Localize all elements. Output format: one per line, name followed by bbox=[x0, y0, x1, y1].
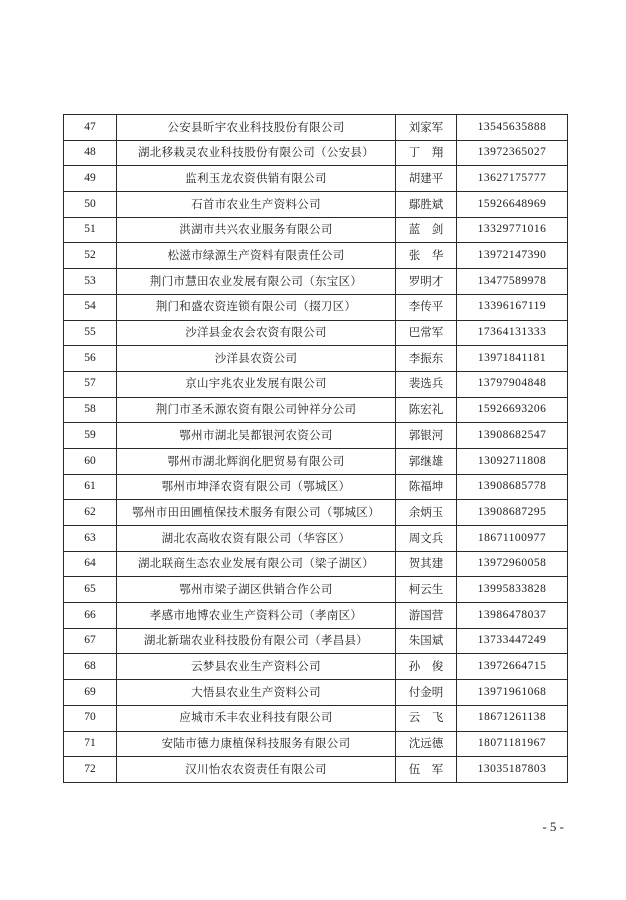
row-number: 69 bbox=[64, 680, 117, 706]
contact-person: 云 飞 bbox=[396, 705, 457, 731]
table-row bbox=[64, 448, 568, 474]
phone-number: 13797904848 bbox=[457, 371, 568, 397]
phone-number: 13995833828 bbox=[457, 577, 568, 603]
phone-number: 15926648969 bbox=[457, 192, 568, 218]
table-row bbox=[64, 140, 568, 166]
contact-person: 罗明才 bbox=[396, 269, 457, 295]
contact-person: 伍 军 bbox=[396, 757, 457, 783]
row-number: 58 bbox=[64, 397, 117, 423]
row-number: 59 bbox=[64, 423, 117, 449]
table-row bbox=[64, 243, 568, 269]
table-row bbox=[64, 166, 568, 192]
company-name: 鄂州市梁子湖区供销合作公司 bbox=[117, 577, 396, 603]
table-row bbox=[64, 397, 568, 423]
contact-person: 丁 翔 bbox=[396, 140, 457, 166]
company-name: 荆门市慧田农业发展有限公司（东宝区） bbox=[117, 269, 396, 295]
contact-person: 张 华 bbox=[396, 243, 457, 269]
phone-number: 13986478037 bbox=[457, 603, 568, 629]
table-row bbox=[64, 474, 568, 500]
contact-person: 游国营 bbox=[396, 603, 457, 629]
company-name: 京山宇兆农业发展有限公司 bbox=[117, 371, 396, 397]
phone-number: 15926693206 bbox=[457, 397, 568, 423]
contact-person: 陈宏礼 bbox=[396, 397, 457, 423]
table-row bbox=[64, 115, 568, 141]
row-number: 54 bbox=[64, 294, 117, 320]
row-number: 57 bbox=[64, 371, 117, 397]
contact-person: 裴选兵 bbox=[396, 371, 457, 397]
company-name: 安陆市德力康植保科技服务有限公司 bbox=[117, 731, 396, 757]
company-name: 湖北农高收农资有限公司（华容区） bbox=[117, 526, 396, 552]
phone-number: 13329771016 bbox=[457, 217, 568, 243]
phone-number: 18071181967 bbox=[457, 731, 568, 757]
table-row bbox=[64, 269, 568, 295]
row-number: 55 bbox=[64, 320, 117, 346]
company-name: 石首市农业生产资料公司 bbox=[117, 192, 396, 218]
contact-person: 胡建平 bbox=[396, 166, 457, 192]
phone-number: 13396167119 bbox=[457, 294, 568, 320]
phone-number: 13972365027 bbox=[457, 140, 568, 166]
row-number: 64 bbox=[64, 551, 117, 577]
table-row bbox=[64, 320, 568, 346]
row-number: 50 bbox=[64, 192, 117, 218]
table-row bbox=[64, 731, 568, 757]
row-number: 71 bbox=[64, 731, 117, 757]
table-row bbox=[64, 423, 568, 449]
phone-number: 18671261138 bbox=[457, 705, 568, 731]
row-number: 48 bbox=[64, 140, 117, 166]
row-number: 56 bbox=[64, 346, 117, 372]
contact-table-body bbox=[64, 115, 568, 783]
contact-person: 朱国斌 bbox=[396, 628, 457, 654]
company-name: 松滋市绿源生产资料有限责任公司 bbox=[117, 243, 396, 269]
phone-number: 13627175777 bbox=[457, 166, 568, 192]
contact-person: 孙 俊 bbox=[396, 654, 457, 680]
phone-number: 18671100977 bbox=[457, 526, 568, 552]
table-row bbox=[64, 294, 568, 320]
row-number: 66 bbox=[64, 603, 117, 629]
table-row bbox=[64, 551, 568, 577]
contact-person: 柯云生 bbox=[396, 577, 457, 603]
company-name: 荆门和盛农资连锁有限公司（掇刀区） bbox=[117, 294, 396, 320]
contact-person: 李传平 bbox=[396, 294, 457, 320]
table-row bbox=[64, 371, 568, 397]
company-name: 公安县昕宇农业科技股份有限公司 bbox=[117, 115, 396, 141]
table-row bbox=[64, 500, 568, 526]
company-name: 鄂州市湖北吴都银河农资公司 bbox=[117, 423, 396, 449]
phone-number: 13971841181 bbox=[457, 346, 568, 372]
row-number: 47 bbox=[64, 115, 117, 141]
company-name: 荆门市圣禾源农资有限公司钟祥分公司 bbox=[117, 397, 396, 423]
table-row bbox=[64, 577, 568, 603]
company-name: 湖北联商生态农业发展有限公司（梁子湖区） bbox=[117, 551, 396, 577]
contact-person: 蓝 剑 bbox=[396, 217, 457, 243]
table-row bbox=[64, 654, 568, 680]
phone-number: 13908687295 bbox=[457, 500, 568, 526]
company-name: 孝感市地博农业生产资料公司（孝南区） bbox=[117, 603, 396, 629]
phone-number: 13477589978 bbox=[457, 269, 568, 295]
contact-person: 陈福坤 bbox=[396, 474, 457, 500]
contact-person: 沈远德 bbox=[396, 731, 457, 757]
row-number: 60 bbox=[64, 448, 117, 474]
contact-person: 郭继雄 bbox=[396, 448, 457, 474]
row-number: 70 bbox=[64, 705, 117, 731]
phone-number: 13972147390 bbox=[457, 243, 568, 269]
contact-person: 周文兵 bbox=[396, 526, 457, 552]
row-number: 63 bbox=[64, 526, 117, 552]
row-number: 67 bbox=[64, 628, 117, 654]
row-number: 68 bbox=[64, 654, 117, 680]
table-row bbox=[64, 680, 568, 706]
contact-table bbox=[63, 114, 568, 783]
table-row bbox=[64, 346, 568, 372]
row-number: 52 bbox=[64, 243, 117, 269]
company-name: 湖北移栽灵农业科技股份有限公司（公安县） bbox=[117, 140, 396, 166]
contact-person: 刘家军 bbox=[396, 115, 457, 141]
row-number: 53 bbox=[64, 269, 117, 295]
row-number: 51 bbox=[64, 217, 117, 243]
contact-person: 付金明 bbox=[396, 680, 457, 706]
company-name: 云梦县农业生产资料公司 bbox=[117, 654, 396, 680]
company-name: 监利玉龙农资供销有限公司 bbox=[117, 166, 396, 192]
table-row bbox=[64, 603, 568, 629]
contact-person: 巴常军 bbox=[396, 320, 457, 346]
phone-number: 13092711808 bbox=[457, 448, 568, 474]
row-number: 61 bbox=[64, 474, 117, 500]
table-row bbox=[64, 192, 568, 218]
contact-person: 鄢胜斌 bbox=[396, 192, 457, 218]
company-name: 鄂州市田田圃植保技术服务有限公司（鄂城区） bbox=[117, 500, 396, 526]
table-row bbox=[64, 526, 568, 552]
table-row bbox=[64, 705, 568, 731]
row-number: 49 bbox=[64, 166, 117, 192]
company-name: 洪湖市共兴农业服务有限公司 bbox=[117, 217, 396, 243]
company-name: 鄂州市湖北辉润化肥贸易有限公司 bbox=[117, 448, 396, 474]
contact-person: 李振东 bbox=[396, 346, 457, 372]
company-name: 沙洋县金农会农资有限公司 bbox=[117, 320, 396, 346]
row-number: 65 bbox=[64, 577, 117, 603]
phone-number: 13972664715 bbox=[457, 654, 568, 680]
company-name: 鄂州市坤泽农资有限公司（鄂城区） bbox=[117, 474, 396, 500]
table-row bbox=[64, 757, 568, 783]
row-number: 72 bbox=[64, 757, 117, 783]
phone-number: 13972960058 bbox=[457, 551, 568, 577]
table-row bbox=[64, 217, 568, 243]
phone-number: 13908682547 bbox=[457, 423, 568, 449]
company-name: 湖北新瑞农业科技股份有限公司（孝昌县） bbox=[117, 628, 396, 654]
row-number: 62 bbox=[64, 500, 117, 526]
company-name: 大悟县农业生产资料公司 bbox=[117, 680, 396, 706]
page-number: - 5 - bbox=[542, 819, 564, 834]
phone-number: 17364131333 bbox=[457, 320, 568, 346]
contact-person: 郭银河 bbox=[396, 423, 457, 449]
phone-number: 13908685778 bbox=[457, 474, 568, 500]
company-name: 汉川怡农农资责任有限公司 bbox=[117, 757, 396, 783]
phone-number: 13733447249 bbox=[457, 628, 568, 654]
company-name: 沙洋县农资公司 bbox=[117, 346, 396, 372]
company-name: 应城市禾丰农业科技有限公司 bbox=[117, 705, 396, 731]
contact-person: 贺其建 bbox=[396, 551, 457, 577]
phone-number: 13035187803 bbox=[457, 757, 568, 783]
contact-person: 余炳玉 bbox=[396, 500, 457, 526]
phone-number: 13545635888 bbox=[457, 115, 568, 141]
table-row bbox=[64, 628, 568, 654]
phone-number: 13971961068 bbox=[457, 680, 568, 706]
